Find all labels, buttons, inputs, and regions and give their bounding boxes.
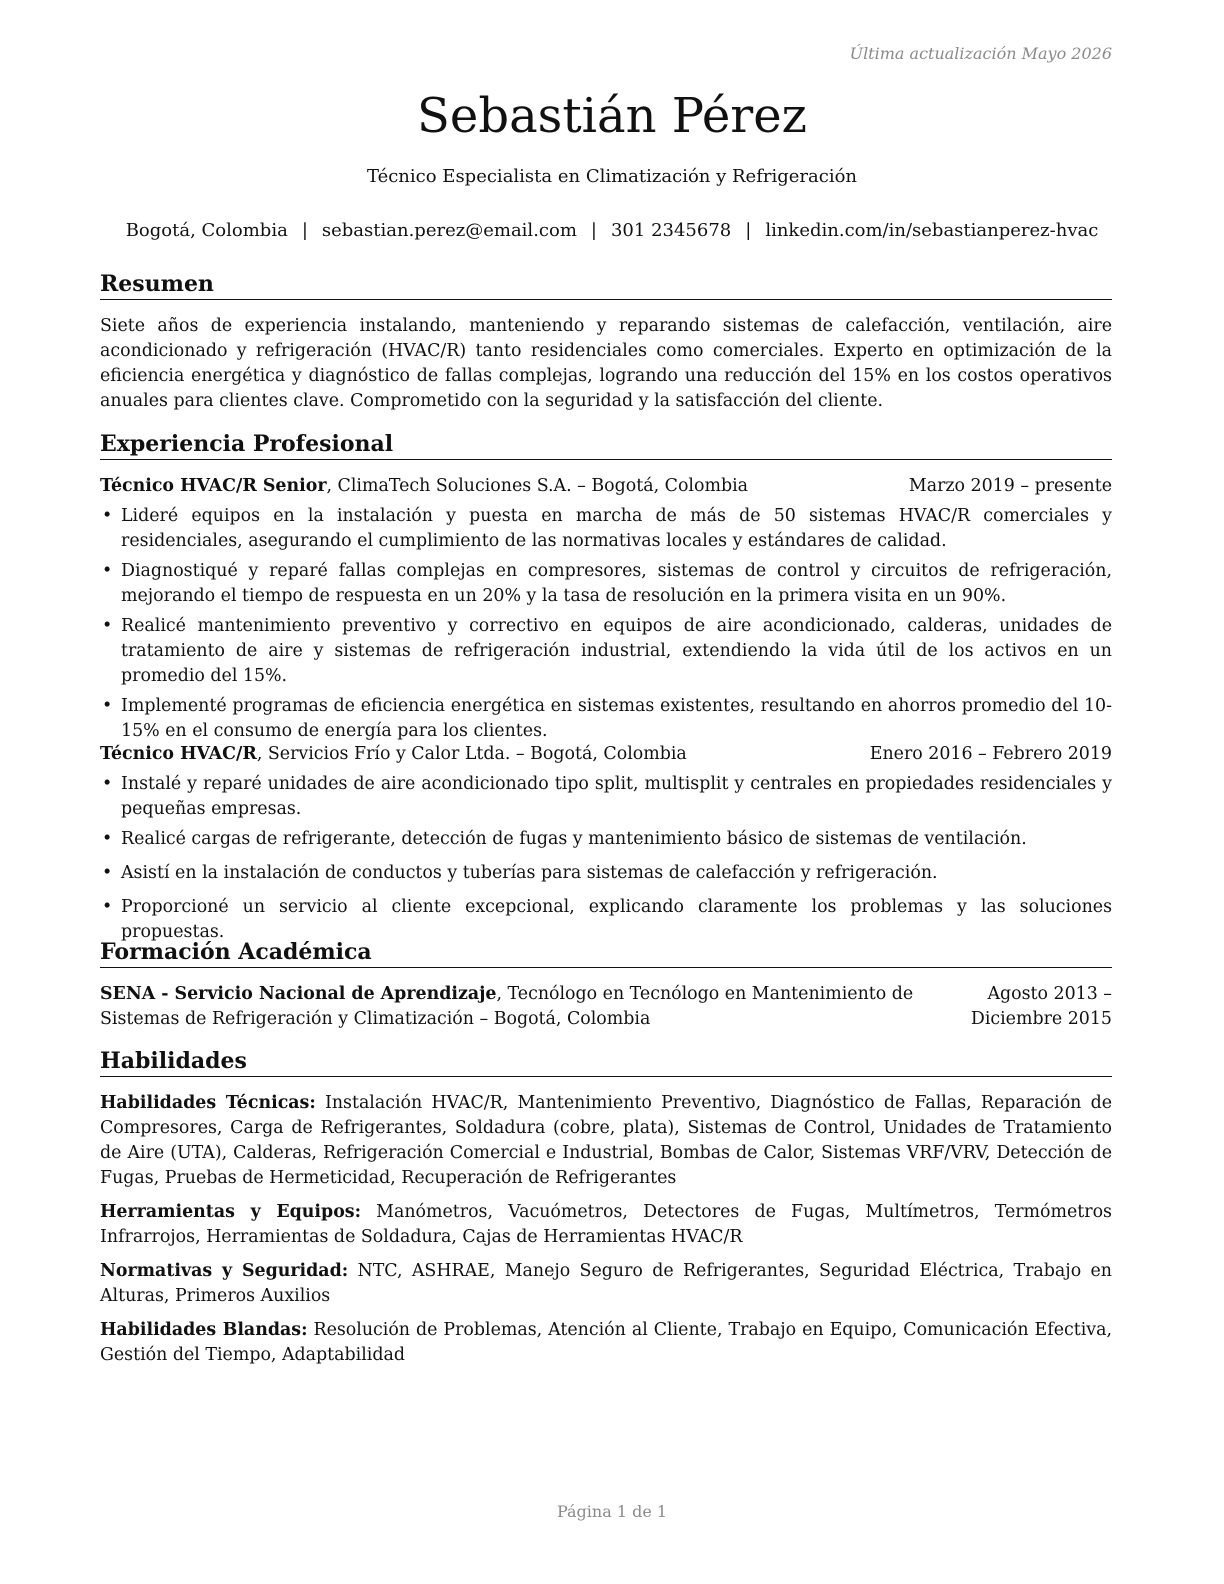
section-heading-education: Formación Académica	[100, 938, 1112, 968]
job-dates: Enero 2016 – Febrero 2019	[869, 744, 1112, 764]
job-bullet: • Implementé programas de eficiencia energética en sistemas existentes, resultando en ahorros promedio del 10-15% en el consumo de energía para los clientes.	[102, 696, 1112, 741]
job-role: Técnico HVAC/R	[100, 744, 257, 764]
education-details	[100, 982, 920, 1032]
section-heading-summary: Resumen	[100, 270, 1112, 300]
job-bullet: • Proporcioné un servicio al cliente excepcional, explicando claramente los problemas y las soluciones propuestas.	[102, 897, 1112, 942]
job-bullet: • Asistí en la instalación de conductos y tuberías para sistemas de calefacción y refrigeración.	[102, 863, 938, 883]
job-bullets	[100, 504, 1112, 744]
job-company: , Servicios Frío y Calor Ltda. – Bogotá, Colombia	[256, 744, 687, 764]
page-number: Página 1 de 1	[556, 1502, 668, 1521]
education-degree: , Tecnólogo en Tecnólogo en Mantenimiento de Sistemas de Refrigeración y Climatización – Bogotá, Colombia	[100, 984, 914, 1029]
job-bullet: • Instalé y reparé unidades de aire acondicionado tipo split, multisplit y centrales en propiedades residenciales y pequeñas empresas.	[102, 774, 1112, 819]
skill-group-text: NTC, ASHRAE, Manejo Seguro de Refrigerantes, Seguridad Eléctrica, Trabajo en Alturas, Primeros Auxilios	[100, 1261, 1112, 1306]
job-role: Técnico HVAC/R Senior	[100, 476, 327, 496]
contact-phone: 301 2345678	[610, 220, 732, 241]
job-role-company	[100, 474, 748, 499]
job-bullets	[100, 772, 1112, 945]
skill-group	[100, 1318, 1112, 1368]
job-company: , ClimaTech Soluciones S.A. – Bogotá, Colombia	[326, 476, 749, 496]
section-heading-experience: Experiencia Profesional	[100, 430, 1112, 460]
skill-group-text: Resolución de Problemas, Atención al Cliente, Trabajo en Equipo, Comunicación Efectiva, Gestión del Tiempo, Adaptabilidad	[100, 1320, 1112, 1365]
section-heading-skills: Habilidades	[100, 1047, 1112, 1077]
skill-group-label: Normativas y Seguridad:	[100, 1261, 349, 1281]
job-header	[100, 474, 1112, 499]
job-bullet: • Lideré equipos en la instalación y puesta en marcha de más de 50 sistemas HVAC/R comerciales y residenciales, asegurando el cumplimiento de las normativas locales y estándares de calidad.	[102, 506, 1112, 551]
job-role-company	[100, 742, 687, 767]
job-header	[100, 742, 1112, 767]
skill-group-label: Herramientas y Equipos:	[100, 1202, 361, 1222]
candidate-title: Técnico Especialista en Climatización y Refrigeración	[366, 166, 858, 187]
skill-group	[100, 1091, 1112, 1191]
candidate-name: Sebastián Pérez	[417, 88, 807, 144]
education-entry	[100, 982, 1112, 1032]
job-bullet: • Diagnostiqué y reparé fallas complejas en compresores, sistemas de control y circuitos de refrigeración, mejorando el tiempo de respuesta en un 20% y la tasa de resolución en la primera visita en un 90%.	[102, 561, 1112, 606]
last-updated: Última actualización Mayo 2026	[849, 44, 1112, 63]
summary-text: Siete años de experiencia instalando, manteniendo y reparando sistemas de calefacción, ventilación, aire acondicionado y refrigeración (HVAC/R) tanto residenciales como comerciales. Experto en optimización de la eficiencia energética y diagnóstico de fallas complejas, logrando una reducción del 15% en los costos operativos anuales para clientes clave. Comprometido con la seguridad y la satisfacción del cliente.	[100, 316, 1112, 411]
contact-separator: |	[745, 220, 752, 241]
education-institution: SENA - Servicio Nacional de Aprendizaje	[100, 984, 497, 1004]
job-dates: Marzo 2019 – presente	[908, 476, 1112, 496]
job-bullet: • Realicé mantenimiento preventivo y correctivo en equipos de aire acondicionado, calderas, unidades de tratamiento de aire y sistemas de refrigeración industrial, extendiendo la vida útil de los activos en un promedio del 15%.	[102, 616, 1112, 686]
skill-group-text: Manómetros, Vacuómetros, Detectores de Fugas, Multímetros, Termómetros Infrarrojos, Herramientas de Soldadura, Cajas de Herramientas HVAC/R	[100, 1202, 1112, 1247]
contact-separator: |	[301, 220, 308, 241]
contact-location: Bogotá, Colombia	[125, 220, 288, 241]
job-bullet: • Realicé cargas de refrigerante, detección de fugas y mantenimiento básico de sistemas de ventilación.	[102, 829, 1027, 849]
education-dates: Agosto 2013 – Diciembre 2015	[970, 984, 1112, 1029]
skill-group	[100, 1259, 1112, 1309]
skill-group-label: Habilidades Técnicas:	[100, 1093, 316, 1113]
skill-group-label: Habilidades Blandas:	[100, 1320, 308, 1340]
skill-group	[100, 1200, 1112, 1250]
skill-group-text: Instalación HVAC/R, Mantenimiento Preventivo, Diagnóstico de Fallas, Reparación de Compresores, Carga de Refrigerantes, Soldadura (cobre, plata), Sistemas de Control, Unidades de Tratamiento de Aire (UTA), Calderas, Refrigeración Comercial e Industrial, Bombas de Calor, Sistemas VRF/VRV, Detección de Fugas, Pruebas de Hermeticidad, Recuperación de Refrigerantes	[100, 1093, 1113, 1188]
contact-separator: |	[590, 220, 597, 241]
contact-email[interactable]: sebastian.perez@email.com	[321, 220, 577, 241]
contact-linkedin[interactable]: linkedin.com/in/sebastianperez-hvac	[765, 220, 1099, 241]
contact-line	[0, 220, 1224, 241]
